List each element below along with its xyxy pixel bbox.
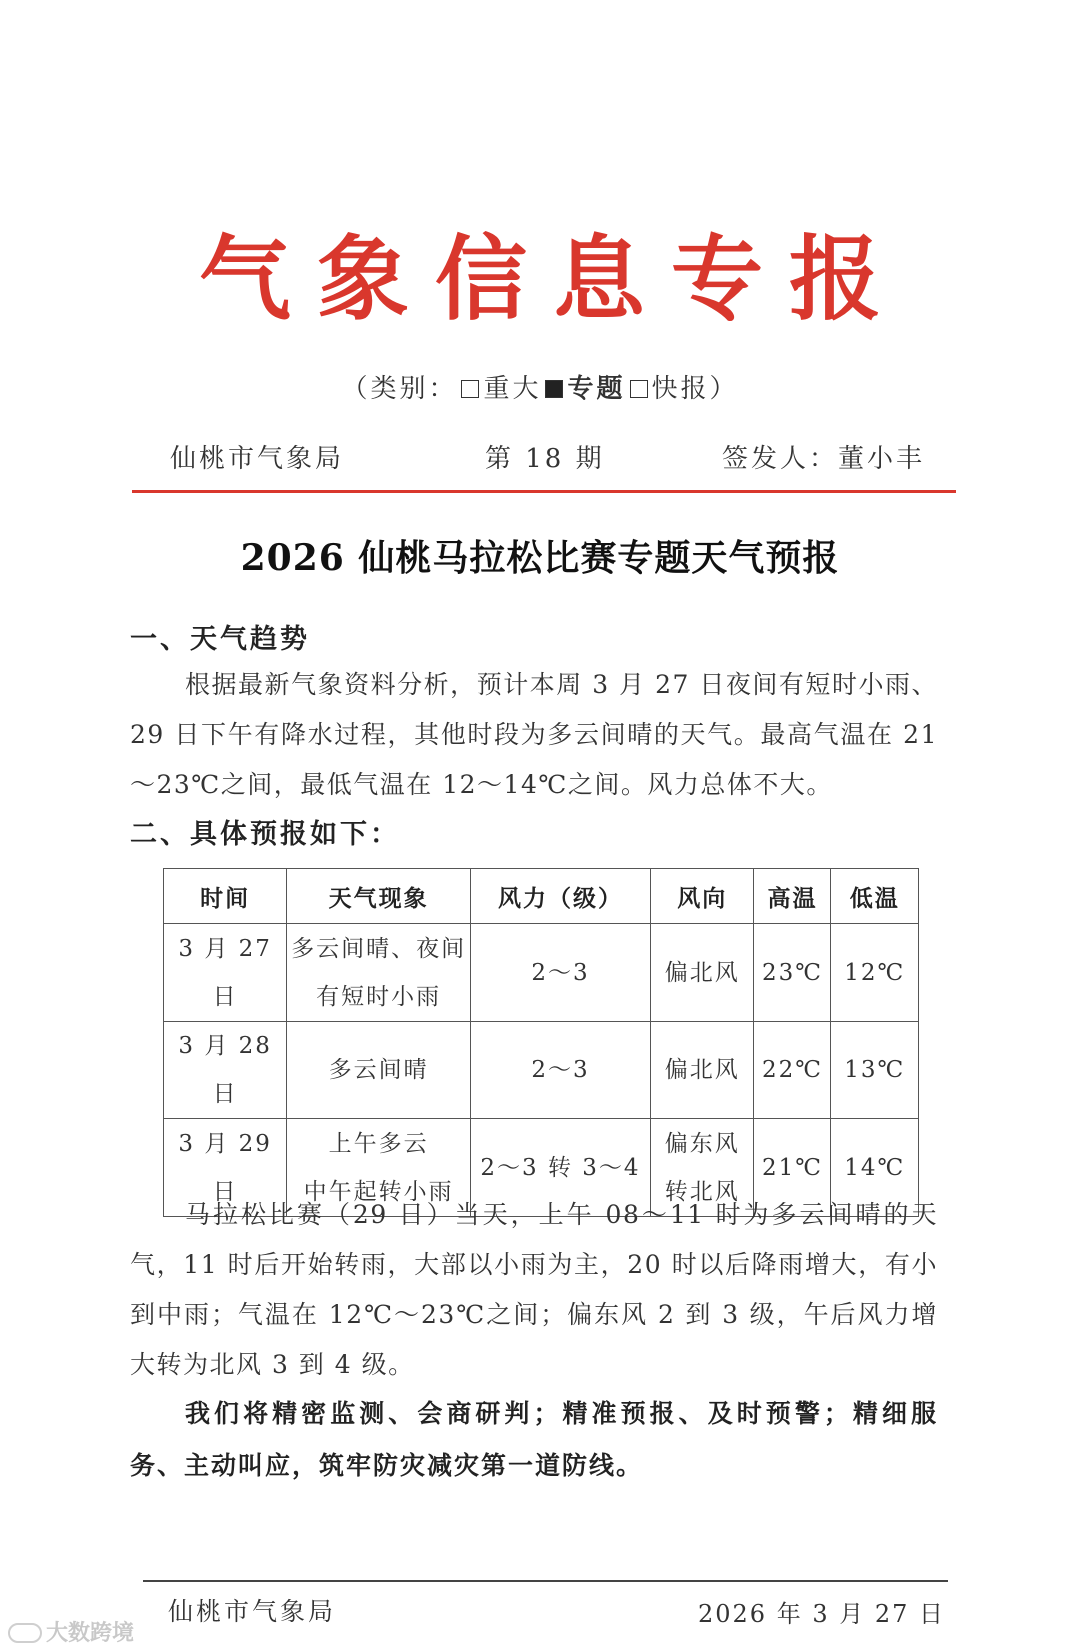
issue-number: 第 18 期 (485, 444, 605, 474)
cell-wind-force: 2～3 转 3～4 (470, 1119, 650, 1217)
category-line (0, 368, 1080, 405)
section-heading-trend: 一、天气趋势 (130, 624, 310, 655)
table-row (164, 1022, 919, 1119)
footer-date: 2026 年 3 月 27 日 (698, 1600, 946, 1628)
closing-paragraph: 我们将精密监测、会商研判；精准预报、及时预警；精细服务、主动叫应，筑牢防灾减灾第一道防线。 (130, 1399, 938, 1480)
cell-date: 3 月 28 日 (164, 1022, 287, 1119)
header-high-temp: 高温 (754, 869, 831, 924)
cell-low: 13℃ (831, 1022, 919, 1119)
cell-low: 12℃ (831, 924, 919, 1022)
cell-wind-direction: 偏北风 (651, 1022, 754, 1119)
cell-high: 21℃ (754, 1119, 831, 1217)
cell-wind-line: 偏东风 (664, 1130, 740, 1157)
cell-weather-line: 中午起转小雨 (303, 1178, 454, 1205)
cell-weather (287, 924, 470, 1022)
cell-wind-force: 2～3 (470, 924, 650, 1022)
cell-high: 23℃ (754, 924, 831, 1022)
footer-divider (143, 1580, 948, 1582)
cell-high: 22℃ (754, 1022, 831, 1119)
cell-weather-line: 有短时小雨 (316, 983, 442, 1010)
marathon-paragraph: 马拉松比赛（29 日）当天，上午 08～11 时为多云间晴的天气，11 时后开始转雨，大部以小雨为主，20 时以后降雨增大，有小到中雨；气温在 12℃～23℃之间；偏东风 2 到 3 级，午后风力增大转为北风 3 到 4 级。 (130, 1200, 938, 1379)
header-time: 时间 (164, 869, 287, 924)
forecast-table (163, 868, 919, 1217)
cell-wind-line: 转北风 (664, 1178, 740, 1205)
issuer-name: 仙桃市气象局 (170, 444, 345, 474)
cell-date: 3 月 29 日 (164, 1119, 287, 1217)
checkbox-checked-icon (545, 380, 563, 398)
cell-weather-line: 上午多云 (328, 1130, 429, 1157)
cell-low: 14℃ (831, 1119, 919, 1217)
red-divider (132, 490, 956, 493)
table-row (164, 924, 919, 1022)
category-option-flash: 快报 (651, 374, 710, 404)
section-heading-forecast: 二、具体预报如下： (130, 819, 400, 850)
checkbox-unchecked-icon (630, 380, 648, 398)
cell-wind-force: 2～3 (470, 1022, 650, 1119)
signer: 签发人：董小丰 (722, 444, 926, 474)
header-wind-force: 风力（级） (470, 869, 650, 924)
category-prefix: （类别： (341, 374, 458, 404)
cell-wind-direction: 偏北风 (651, 924, 754, 1022)
header-wind-direction: 风向 (651, 869, 754, 924)
header-low-temp: 低温 (831, 869, 919, 924)
table-header-row (164, 869, 919, 924)
watermark (8, 1616, 134, 1647)
category-option-major: 重大 (483, 374, 542, 404)
trend-paragraph: 根据最新气象资料分析，预计本周 3 月 27 日夜间有短时小雨、29 日下午有降水过程，其他时段为多云间晴的天气。最高气温在 21～23℃之间，最低气温在 12～14℃之间。风力总体不大。 (130, 670, 938, 799)
category-option-special: 专题 (567, 374, 626, 404)
watermark-text: 大数跨境 (46, 1621, 135, 1646)
header-weather: 天气现象 (287, 869, 470, 924)
cell-date: 3 月 27 日 (164, 924, 287, 1022)
checkbox-unchecked-icon (461, 380, 479, 398)
masthead-title: 气象信息专报 (198, 226, 907, 333)
document-title: 2026 仙桃马拉松比赛专题天气预报 (240, 537, 840, 579)
cell-weather: 多云间晴 (287, 1022, 470, 1119)
watermark-logo-icon (8, 1623, 42, 1643)
category-suffix: ） (709, 374, 739, 404)
footer-issuer: 仙桃市气象局 (168, 1597, 337, 1626)
cell-weather-line: 多云间晴、夜间 (291, 935, 467, 962)
